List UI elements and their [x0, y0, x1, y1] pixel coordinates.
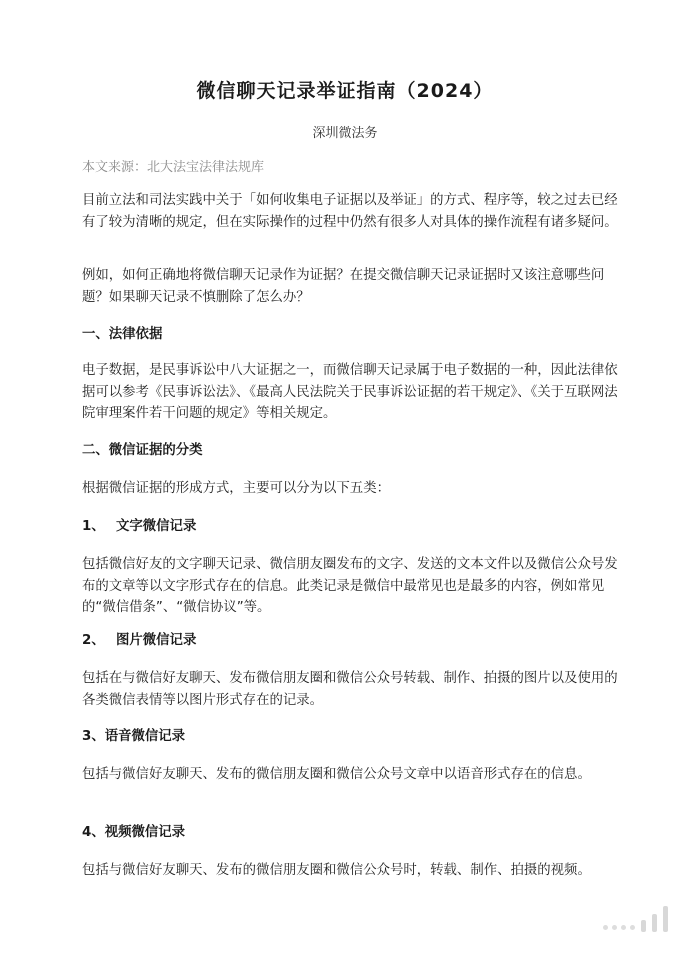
item-label: 语音微信记录 — [104, 729, 186, 744]
document-author: 深圳微法务 — [312, 126, 378, 141]
watermark-icon — [603, 906, 668, 932]
section-heading-legal-basis: 一、法律依据 — [82, 327, 163, 342]
item-heading-image — [82, 630, 622, 651]
item-number: 4、 — [82, 825, 105, 840]
item-body-image: 包括在与微信好友聊天、发布微信朋友圈和微信公众号转载、制作、拍摄的图片以及使用的各类微信表情等以图片形式存在的记录。 — [82, 671, 618, 708]
item-heading-voice — [82, 726, 622, 747]
intro-paragraph-1: 目前立法和司法实践中关于「如何收集电子证据以及举证」的方式、程序等，较之过去已经有了较为清晰的规定，但在实际操作的过程中仍然有很多人对具体的操作流程有诸多疑问。 — [82, 193, 618, 230]
item-label: 视频微信记录 — [104, 825, 186, 840]
document-source: 本文来源：北大法宝法律法规库 — [82, 160, 265, 175]
item-label: 图片微信记录 — [116, 633, 197, 648]
section-body-classification: 根据微信证据的形成方式，主要可以分为以下五类： — [82, 481, 390, 496]
section-heading-classification: 二、微信证据的分类 — [82, 443, 203, 458]
item-body-voice: 包括与微信好友聊天、发布的微信朋友圈和微信公众号文章中以语音形式存在的信息。 — [82, 767, 591, 782]
intro-paragraph-2: 例如，如何正确地将微信聊天记录作为证据？在提交微信聊天记录证据时又该注意哪些问题？如果聊天记录不慎删除了怎么办？ — [82, 268, 605, 305]
item-body-video: 包括与微信好友聊天、发布的微信朋友圈和微信公众号时，转载、制作、拍摄的视频。 — [82, 863, 591, 878]
item-number: 1、 — [82, 519, 105, 534]
item-heading-video — [82, 822, 622, 843]
document-title: 微信聊天记录举证指南（2024） — [196, 80, 494, 102]
item-number: 3、 — [82, 729, 105, 744]
item-heading-text — [82, 516, 622, 537]
section-body-legal-basis: 电子数据，是民事诉讼中八大证据之一，而微信聊天记录属于电子数据的一种，因此法律依据可以参考《民事诉讼法》、《最高人民法院关于民事诉讼证据的若干规定》、《关于互联网法院审理案件若干问题的规定》等相关规定。 — [82, 363, 618, 421]
item-number: 2、 — [82, 633, 105, 648]
watermark-dots — [603, 925, 635, 930]
item-body-text: 包括微信好友的文字聊天记录、微信朋友圈发布的文字、发送的文本文件以及微信公众号发布的文章等以文字形式存在的信息。此类记录是微信中最常见也是最多的内容，例如常见的“微信借条”、“微信协议”等。 — [82, 557, 618, 615]
item-label: 文字微信记录 — [116, 519, 197, 534]
